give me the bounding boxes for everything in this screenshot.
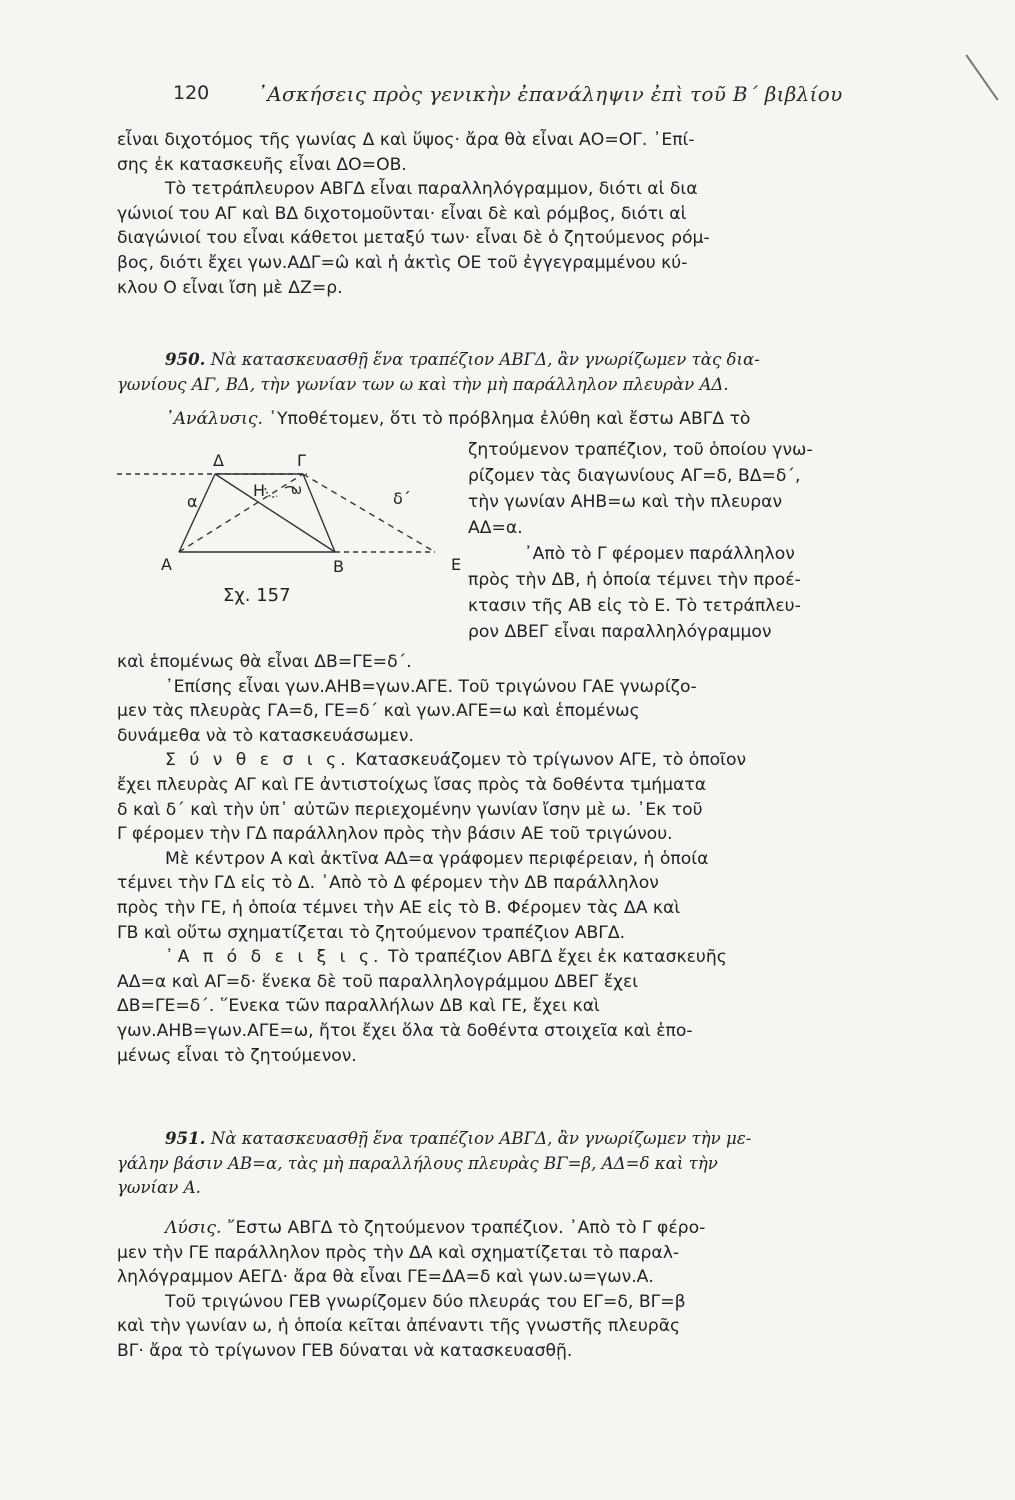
text-line: τὴν γωνίαν ΑΗΒ=ω καὶ τὴν πλευραν [468, 492, 783, 512]
problem-number: 951. [165, 1128, 206, 1148]
text-line: καὶ ἑπομένως θὰ εἶναι ΔΒ=ΓΕ=δ΄. [117, 652, 412, 672]
diagonal-bd [215, 474, 335, 552]
text-line: δ καὶ δ΄ καὶ τὴν ὑπ᾽ αὐτῶν περιεχομένην γωνίαν ἴσην μὲ ω. ᾽Εκ τοῦ [117, 799, 703, 820]
side-bc-line [303, 474, 335, 552]
page-header [173, 82, 863, 116]
statement-line: γωνίαν Α. [117, 1178, 201, 1198]
text-line: γων.ΑΗΒ=γων.ΑΓΕ=ω, ἤτοι ἔχει ὅλα τὰ δοθέντα στοιχεῖα καὶ ἑπο- [117, 1020, 693, 1041]
fig-label: α [187, 492, 198, 511]
statement-line: Νὰ κατασκευασθῇ ἕνα τραπέζιον ΑΒΓΔ, ἂν γνωρίζωμεν τὴν με- [210, 1129, 752, 1148]
text-line: πρὸς τὴν ΔΒ, ἡ ὁποία τέμνει τὴν προέ- [468, 570, 801, 590]
text-line: τέμνει τὴν ΓΔ εἰς τὸ Δ. ᾽Απὸ τὸ Δ φέρομεν τὴν ΔΒ παράλληλον [117, 873, 659, 894]
text-line: βος, διότι ἔχει γων.ΑΔΓ=ω̂ καὶ ἡ ἀκτὶς ΟΕ τοῦ ἐγγεγραμμένου κύ- [117, 252, 688, 273]
fig-label: δ΄ [393, 489, 411, 508]
running-title: ᾽Ασκήσεις πρὸς γενικὴν ἐπανάληψιν ἐπὶ τοῦ Β΄ βιβλίου [257, 82, 843, 106]
text-line: μεν τὴν ΓΕ παράλληλον πρὸς τὴν ΔΑ καὶ σχηματίζεται τὸ παραλ- [117, 1242, 680, 1263]
fig-label: Γ [297, 452, 306, 470]
text-line: Μὲ κέντρον Α καὶ ἀκτῖνα ΑΔ=α γράφομεν περιφέρειαν, ἡ ὁποία [165, 848, 709, 869]
page-number: 120 [173, 82, 210, 104]
figure-caption: Σχ. 157 [223, 585, 291, 606]
fig-label: Α [161, 555, 172, 574]
text-line: ῎Εστω ΑΒΓΔ τὸ ζητούμενον τραπέζιον. ᾽Απὸ τὸ Γ φέρο- [226, 1218, 706, 1238]
text-line: διαγώνιοί του εἶναι κάθετοι μεταξύ των· εἶναι δὲ ὁ ζητούμενος ρόμ- [117, 228, 710, 249]
statement-line: Νὰ κατασκευασθῇ ἕνα τραπέζιον ΑΒΓΔ, ἂν γνωρίζωμεν τὰς δια- [210, 350, 760, 369]
text-line: ΑΔ=α καὶ ΑΓ=δ· ἕνεκα δὲ τοῦ παραλληλογράμμου ΔΒΕΓ ἔχει [117, 971, 639, 992]
text-line: ρίζομεν τὰς διαγωνίους ΑΓ=δ, ΒΔ=δ΄, [468, 466, 801, 486]
problem-951-statement [117, 1126, 929, 1201]
solution-label: Λύσις. [165, 1218, 222, 1238]
problem-950-statement [117, 347, 929, 397]
text-line: ΒΓ· ἄρα τὸ τρίγωνον ΓΕΒ δύναται νὰ κατασκευασθῇ. [117, 1340, 573, 1361]
fig-label: Β [333, 557, 344, 576]
analysis-label: ᾽Ανάλυσις. [165, 409, 263, 429]
text-line: καὶ τὴν γωνίαν ω, ἡ ὁποία κεῖται ἀπέναντι τῆς γνωστῆς πλευρᾶς [117, 1316, 681, 1337]
text-line: ζητούμενον τραπέζιον, τοῦ ὁποίου γνω- [468, 440, 813, 460]
analysis-synthesis-proof [117, 650, 929, 1068]
text-line: δυνάμεθα νὰ τὸ κατασκευάσωμεν. [117, 725, 414, 746]
text-line: κλου Ο εἶναι ἴση μὲ ΔΖ=ρ. [117, 277, 343, 298]
fig-label: Δ [213, 452, 224, 470]
text-line: πρὸς τὴν ΓΕ, ἡ ὁποία τέμνει τὴν ΑΕ εἰς τὸ Β. Φέρομεν τὰς ΔΑ καὶ [117, 897, 681, 918]
text-line: Τὸ τετράπλευρον ΑΒΓΔ εἶναι παραλληλόγραμμον, διότι αἱ δια [165, 179, 698, 200]
fig-label: Η [253, 481, 266, 500]
parallel-ce [303, 474, 435, 552]
text-line: ᾽Επίσης εἶναι γων.ΑΗΒ=γων.ΑΓΕ. Τοῦ τριγώνου ΓΑΕ γνωρίζο- [165, 676, 697, 697]
text-line: ΑΔ=α. [468, 518, 523, 538]
text-line: μένως εἶναι τὸ ζητούμενον. [117, 1045, 357, 1066]
text-line: ῾Υποθέτομεν, ὅτι τὸ πρόβλημα ἐλύθη καὶ ἔστω ΑΒΓΔ τὸ [268, 409, 751, 429]
top-paragraph [117, 128, 929, 300]
text-line: ΔΒ=ΓΕ=δ΄. ῞Ενεκα τῶν παραλλήλων ΔΒ καὶ ΓΕ, ἔχει καὶ [117, 996, 600, 1017]
problem-951-solution [117, 1216, 929, 1364]
synthesis-label: Σ ύ ν θ ε σ ι ς. [165, 750, 350, 771]
statement-line: γωνίους ΑΓ, ΒΔ, τὴν γωνίαν των ω καὶ τὴν μὴ παράλληλον πλευρὰν ΑΔ. [117, 374, 729, 394]
statement-line: γάλην βάσιν ΑΒ=α, τὰς μὴ παραλλήλους πλευρὰς ΒΓ=β, ΑΔ=δ καὶ τὴν [117, 1153, 718, 1173]
angle-arc-small [265, 488, 277, 497]
proof-label: ᾽Α π ό δ ε ι ξ ι ς. [165, 947, 383, 968]
text-line: ἔχει πλευρὰς ΑΓ καὶ ΓΕ ἀντιστοίχως ἴσας πρὸς τὰ δοθέντα τμήματα [117, 774, 707, 795]
problem-number: 950. [165, 349, 206, 369]
analysis-wrap [468, 437, 929, 645]
text-line: εἶναι διχοτόμος τῆς γωνίας Δ καὶ ὕψος· ἄρα θὰ εἶναι ΑΟ=ΟΓ. ᾽Επί- [117, 130, 695, 150]
text-line: Γ φέρομεν τὴν ΓΔ παράλληλον πρὸς τὴν βάσιν ΑΕ τοῦ τριγώνου. [117, 824, 673, 845]
text-line: κτασιν τῆς ΑΒ εἰς τὸ Ε. Τὸ τετράπλευ- [468, 596, 801, 616]
text-line: ρον ΔΒΕΓ εἶναι παραλληλόγραμμον [468, 622, 772, 642]
text-line: Κατασκευάζομεν τὸ τρίγωνον ΑΓΕ, τὸ ὁποῖον [355, 750, 747, 771]
text-line: ᾽Απὸ τὸ Γ φέρομεν παράλληλον [524, 544, 795, 564]
analysis-first [117, 407, 929, 432]
text-line: μεν τὰς πλευρὰς ΓΑ=δ, ΓΕ=δ΄ καὶ γων.ΑΓΕ=ω καὶ ἑπομένως [117, 701, 640, 722]
fig-label: Ε [451, 555, 462, 574]
text-line: ΓΒ καὶ οὕτω σχηματίζεται τὸ ζητούμενον τραπέζιον ΑΒΓΔ. [117, 922, 626, 943]
text-line: ληλόγραμμον ΑΕΓΔ· ἄρα θὰ εἶναι ΓΕ=ΔΑ=δ καὶ γων.ω=γων.Α. [117, 1267, 654, 1288]
text-line: Τὸ τραπέζιον ΑΒΓΔ ἔχει ἐκ κατασκευῆς [387, 947, 727, 968]
fig-label: ω [291, 483, 302, 498]
text-line: σης ἐκ κατασκευῆς εἶναι ΔΟ=ΟΒ. [117, 154, 407, 175]
text-line: γώνιοί του ΑΓ καὶ ΒΔ διχοτομοῦνται· εἶναι δὲ καὶ ρόμβος, διότι αἱ [117, 203, 687, 224]
text-line: Τοῦ τριγώνου ΓΕΒ γνωρίζομεν δύο πλευράς του ΕΓ=δ, ΒΓ=β [165, 1291, 686, 1312]
scan-mark [965, 54, 998, 100]
side-ad-line [179, 474, 215, 552]
